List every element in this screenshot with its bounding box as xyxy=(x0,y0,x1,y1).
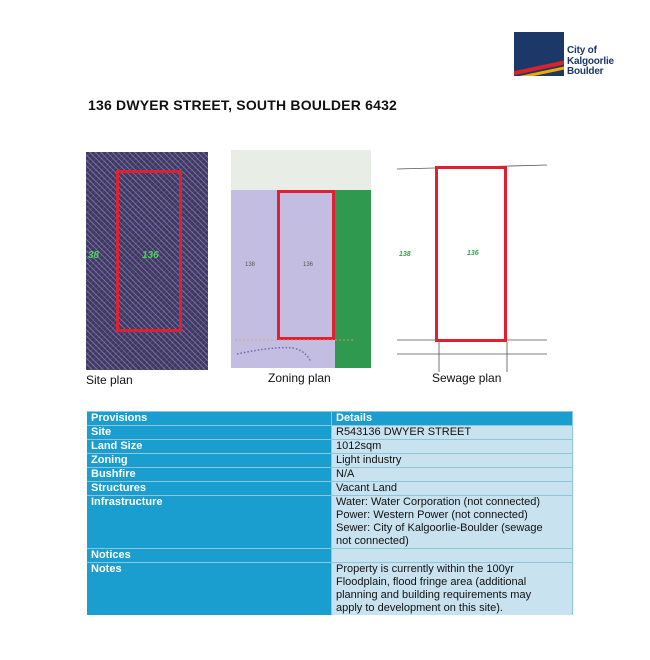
table-row xyxy=(87,468,573,482)
table-row xyxy=(87,426,573,440)
row-key: Land Size xyxy=(87,440,332,454)
row-value-line: Power: Western Power (not connected) xyxy=(336,509,528,521)
table-row xyxy=(87,549,573,563)
table-row xyxy=(87,454,573,468)
page-title: 136 DWYER STREET, SOUTH BOULDER 6432 xyxy=(88,97,398,113)
row-value-line: Property is currently within the 100yr xyxy=(336,563,514,575)
site-lot-label: 136 xyxy=(142,250,159,261)
row-value-line: Light industry xyxy=(336,454,402,466)
row-value-line: Sewer: City of Kalgoorlie-Boulder (sewage xyxy=(336,522,543,534)
table-row xyxy=(87,440,573,454)
row-value-line: Water: Water Corporation (not connected) xyxy=(336,496,540,508)
row-value-line: Vacant Land xyxy=(336,482,397,494)
row-value xyxy=(332,454,573,468)
zoning-lot-label: 136 xyxy=(303,262,314,268)
row-key: Site xyxy=(87,426,332,440)
table-row xyxy=(87,563,573,616)
row-key: Notes xyxy=(87,563,332,616)
logo-line-1: City of xyxy=(567,45,597,56)
row-value xyxy=(332,468,573,482)
city-logo xyxy=(514,32,622,80)
logo-line-3: Boulder xyxy=(567,66,604,77)
sewage-neighbor-label: 138 xyxy=(399,251,411,258)
row-value-line: N/A xyxy=(336,468,355,480)
logo-line-2: Kalgoorlie xyxy=(567,55,614,67)
row-key: Structures xyxy=(87,482,332,496)
zoning-plan-image xyxy=(231,150,371,368)
row-value xyxy=(332,549,573,563)
header-details: Details xyxy=(332,412,573,426)
row-value xyxy=(332,482,573,496)
zoning-neighbor-label: 138 xyxy=(245,262,256,268)
sewage-lot-label: 136 xyxy=(467,250,479,257)
table-header-row xyxy=(87,412,573,426)
header-provisions: Provisions xyxy=(87,412,332,426)
row-key: Infrastructure xyxy=(87,496,332,549)
row-value xyxy=(332,563,573,616)
row-value-line: Floodplain, flood fringe area (additional xyxy=(336,576,527,588)
row-value-line: apply to development on this site). xyxy=(336,602,503,614)
site-plan-image xyxy=(86,152,208,370)
row-value xyxy=(332,496,573,549)
row-value xyxy=(332,440,573,454)
sewage-plan-caption: Sewage plan xyxy=(432,371,502,385)
row-value-line: planning and building requirements may xyxy=(336,589,532,601)
row-key: Bushfire xyxy=(87,468,332,482)
logo-mark-icon xyxy=(514,32,564,80)
table-row xyxy=(87,482,573,496)
logo-text xyxy=(567,46,614,78)
zoning-boundary-dots xyxy=(235,332,355,362)
row-value-line: 1012sqm xyxy=(336,440,382,452)
row-value xyxy=(332,426,573,440)
site-plan-caption: Site plan xyxy=(86,373,133,387)
row-key: Zoning xyxy=(87,454,332,468)
sewage-plan-image xyxy=(397,160,547,372)
row-value-line: R543136 DWYER STREET xyxy=(336,426,472,438)
row-value-line: not connected) xyxy=(336,535,409,547)
site-neighbor-label: 38 xyxy=(88,250,100,261)
row-key: Notices xyxy=(87,549,332,563)
zoning-plan-caption: Zoning plan xyxy=(268,371,331,385)
provisions-table xyxy=(87,411,573,615)
table-row xyxy=(87,496,573,549)
